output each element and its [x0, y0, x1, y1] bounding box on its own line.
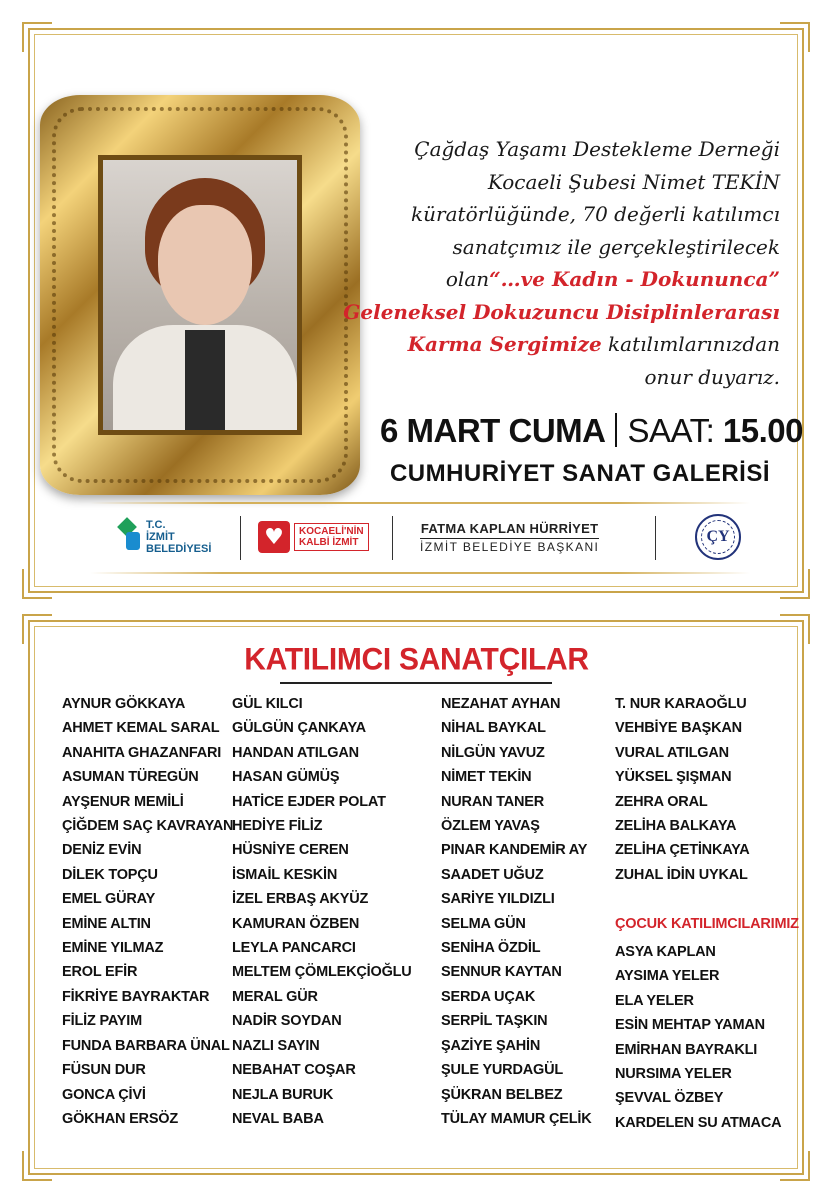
- frame-corner: [780, 569, 810, 599]
- participant-name: NEJLA BURUK: [232, 1086, 334, 1103]
- gold-picture-frame: [40, 95, 360, 495]
- participant-name: ŞAZİYE ŞAHİN: [441, 1037, 541, 1054]
- invitation-prefix: olan: [445, 267, 490, 291]
- mayor-signature: [420, 508, 599, 566]
- frame-corner: [22, 569, 52, 599]
- invitation-line: sanatçımız ile gerçekleştirilecek: [452, 234, 780, 259]
- participant-name: ANAHITA GHAZANFARI: [62, 744, 222, 761]
- invitation-line: Çağdaş Yaşamı Destekleme Derneği: [414, 137, 780, 161]
- children-participants-title: ÇOCUK KATILIMCILARIMIZ: [615, 916, 799, 932]
- izmit-logo-line: BELEDİYESİ: [146, 543, 212, 555]
- gold-divider: [90, 502, 750, 504]
- izmit-logo-line: İZMİT: [146, 531, 175, 543]
- kalbi-logo-line: KALBİ İZMİT: [299, 537, 359, 548]
- participant-name: SAADET UĞUZ: [441, 866, 544, 883]
- participant-name: FİLİZ PAYIM: [62, 1013, 142, 1030]
- time-label: SAAT:: [627, 412, 715, 449]
- participant-name: DENİZ EVİN: [62, 842, 142, 859]
- participant-name: GONCA ÇİVİ: [62, 1086, 146, 1103]
- participant-name: ZUHAL İDİN UYKAL: [615, 866, 748, 883]
- participant-name: NİLGÜN YAVUZ: [441, 744, 545, 761]
- event-date: 6 MART CUMA: [380, 412, 606, 449]
- participant-name: DİLEK TOPÇU: [62, 866, 158, 883]
- frame-corner: [22, 614, 52, 644]
- participant-name: MERAL GÜR: [232, 988, 318, 1005]
- participant-name: VEHBİYE BAŞKAN: [615, 720, 742, 737]
- participant-name: SELMA GÜN: [441, 915, 526, 932]
- participant-name: SERDA UÇAK: [441, 988, 536, 1005]
- child-participant-name: EMİRHAN BAYRAKLI: [615, 1041, 758, 1058]
- participant-name: ZELİHA BALKAYA: [615, 818, 737, 835]
- participant-name: ZEHRA ORAL: [615, 793, 708, 810]
- participant-name: YÜKSEL ŞIŞMAN: [615, 769, 732, 786]
- child-participant-name: NURSIMA YELER: [615, 1066, 732, 1083]
- participants-column-3: [441, 692, 591, 1131]
- participant-name: GÜLGÜN ÇANKAYA: [232, 720, 366, 737]
- participant-name: PINAR KANDEMİR AY: [441, 842, 588, 859]
- child-participant-name: ESİN MEHTAP YAMAN: [615, 1017, 765, 1034]
- izmit-leaf-icon: [120, 520, 142, 554]
- invitation-line: [340, 263, 780, 296]
- participant-name: HASAN GÜMÜŞ: [232, 769, 340, 786]
- event-time: 15.00: [722, 412, 804, 449]
- participants-column-2: [232, 692, 412, 1131]
- participants-column-1: [62, 692, 233, 1131]
- participant-name: VURAL ATILGAN: [615, 744, 729, 761]
- invitation-line: onur duyarız.: [644, 364, 780, 389]
- participant-name: EMİNE ALTIN: [62, 915, 151, 932]
- participants-column-4: [615, 692, 750, 887]
- mayor-name: FATMA KAPLAN HÜRRİYET: [420, 520, 599, 536]
- frame-corner: [780, 22, 810, 52]
- sponsor-logos: [95, 508, 775, 568]
- participant-name: NEZAHAT AYHAN: [441, 696, 561, 712]
- participant-name: T. NUR KARAOĞLU: [615, 696, 747, 712]
- izmit-logo-line: T.C.: [146, 519, 166, 531]
- participant-name: AYNUR GÖKKAYA: [62, 696, 186, 712]
- frame-corner: [22, 22, 52, 52]
- gold-divider: [90, 572, 750, 574]
- participant-name: NEBAHAT COŞAR: [232, 1062, 356, 1079]
- invitation-line: küratörlüğünde, 70 değerli katılımcı: [411, 202, 780, 226]
- participants-title: KATILIMCI SANATÇILAR: [244, 642, 589, 677]
- child-participant-name: AYSIMA YELER: [615, 968, 720, 985]
- kalbi-logo-line: KOCAELİ'NİN: [299, 526, 364, 537]
- participant-name: HEDİYE FİLİZ: [232, 818, 323, 835]
- child-participant-name: ELA YELER: [615, 992, 694, 1009]
- logo-separator: [240, 516, 241, 560]
- kocaeli-kalbi-logo: [258, 508, 369, 566]
- participant-name: HATİCE EJDER POLAT: [232, 793, 386, 810]
- participant-name: EMEL GÜRAY: [62, 891, 156, 908]
- participant-name: SENNUR KAYTAN: [441, 964, 562, 981]
- participant-name: SARİYE YILDIZLI: [441, 891, 555, 908]
- participant-name: NİHAL BAYKAL: [441, 720, 546, 737]
- participant-name: SENİHA ÖZDİL: [441, 940, 541, 957]
- participant-name: EROL EFİR: [62, 964, 138, 981]
- frame-corner: [22, 1151, 52, 1181]
- logo-separator: [392, 516, 393, 560]
- participant-name: İZEL ERBAŞ AKYÜZ: [232, 891, 369, 908]
- portrait-face: [158, 205, 252, 325]
- participant-name: NADİR SOYDAN: [232, 1013, 342, 1030]
- participant-name: ÇİĞDEM SAÇ KAVRAYAN: [62, 818, 234, 835]
- logo-separator: [655, 516, 656, 560]
- date-time-divider: [615, 413, 617, 447]
- event-date-time: [380, 412, 804, 450]
- participant-name: LEYLA PANCARCI: [232, 940, 356, 957]
- participant-name: HÜSNİYE CEREN: [232, 842, 349, 859]
- participant-name: ŞULE YURDAGÜL: [441, 1062, 564, 1079]
- participant-name: EMİNE YILMAZ: [62, 940, 164, 957]
- participant-name: ASUMAN TÜREGÜN: [62, 769, 199, 786]
- participant-name: HANDAN ATILGAN: [232, 744, 359, 761]
- frame-corner: [780, 614, 810, 644]
- frame-corner: [780, 1151, 810, 1181]
- participant-name: MELTEM ÇÖMLEKÇİOĞLU: [232, 964, 412, 981]
- invitation-line: Kocaeli Şubesi Nimet TEKİN: [487, 169, 780, 194]
- child-participant-name: ŞEVVAL ÖZBEY: [615, 1090, 724, 1107]
- participant-name: FUNDA BARBARA ÜNAL: [62, 1037, 230, 1054]
- participant-name: FÜSUN DUR: [62, 1062, 146, 1079]
- exhibition-type: Karma Sergimize: [407, 332, 602, 356]
- participant-name: ŞÜKRAN BELBEZ: [441, 1086, 563, 1103]
- title-underline: [280, 682, 552, 684]
- invitation-line: [340, 328, 780, 361]
- cyd-seal-icon: ÇY: [695, 514, 741, 560]
- cyd-association-logo: [695, 508, 741, 566]
- participant-name: NAZLI SAYIN: [232, 1037, 320, 1054]
- participant-name: İSMAİL KESKİN: [232, 866, 338, 883]
- participant-name: SERPİL TAŞKIN: [441, 1013, 548, 1030]
- participant-name: NİMET TEKİN: [441, 769, 532, 786]
- portrait-shirt: [185, 330, 225, 435]
- participant-name: ÖZLEM YAVAŞ: [441, 818, 540, 835]
- participant-name: TÜLAY MAMUR ÇELİK: [441, 1110, 592, 1127]
- mayor-role: İZMİT BELEDİYE BAŞKANI: [420, 539, 600, 554]
- participant-name: KAMURAN ÖZBEN: [232, 915, 360, 932]
- portrait-photo: [98, 155, 302, 435]
- participant-name: FİKRİYE BAYRAKTAR: [62, 988, 210, 1005]
- children-participants-column: [615, 940, 781, 1135]
- heart-icon: ♥: [258, 521, 290, 553]
- izmit-municipality-logo: [120, 508, 211, 566]
- child-participant-name: ASYA KAPLAN: [615, 944, 716, 960]
- participant-name: AYŞENUR MEMİLİ: [62, 793, 184, 810]
- participant-name: GÖKHAN ERSÖZ: [62, 1110, 179, 1127]
- participant-name: ZELİHA ÇETİNKAYA: [615, 842, 750, 859]
- participant-name: GÜL KILCI: [232, 696, 303, 712]
- child-participant-name: KARDELEN SU ATMACA: [615, 1114, 782, 1131]
- invitation-suffix: katılımlarınızdan: [601, 332, 780, 356]
- event-venue: CUMHURİYET SANAT GALERİSİ: [389, 460, 770, 487]
- participant-name: AHMET KEMAL SARAL: [62, 720, 220, 737]
- exhibition-name: “…ve Kadın - Dokununca”: [489, 267, 780, 291]
- invitation-text: [340, 133, 780, 393]
- participant-name: NEVAL BABA: [232, 1110, 324, 1127]
- exhibition-subtitle: Geleneksel Dokuzuncu Disiplinlerarası: [343, 299, 780, 324]
- participant-name: NURAN TANER: [441, 793, 545, 810]
